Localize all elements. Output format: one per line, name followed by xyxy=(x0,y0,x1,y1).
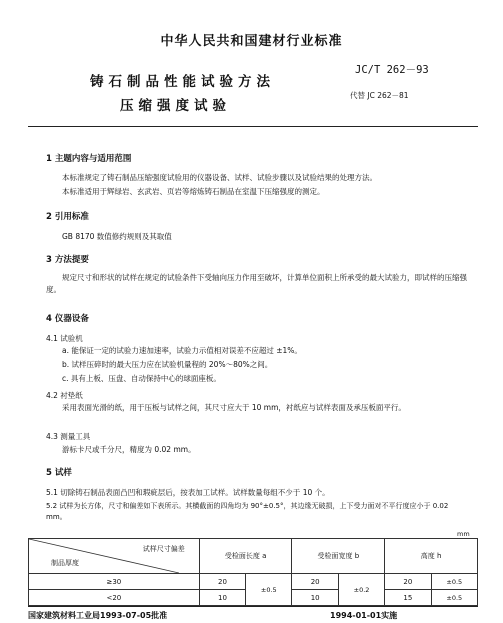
replaces-note: 代替 JC 262－81 xyxy=(350,91,409,100)
standard-code: JC/T 262－93 xyxy=(355,64,429,76)
table-row xyxy=(29,574,478,590)
section-2-heading: 2 引用标准 xyxy=(46,212,89,222)
document-title: 铸石制品性能试验方法 xyxy=(90,74,275,90)
implementation-date: 1994-01-01实施 xyxy=(330,611,398,620)
document-subtitle: 压缩强度试验 xyxy=(120,98,231,114)
subsection-4-3-text: 游标卡尺或千分尺，精度为 0.02 mm。 xyxy=(62,445,196,454)
specimen-dimension-table xyxy=(28,538,478,606)
column-header: 高度 h xyxy=(385,539,478,574)
section-2-para-1: GB 8170 数值修约规则及其取值 xyxy=(62,232,172,241)
section-3-para-1: 规定尺寸和形状的试样在规定的试验条件下受轴向压力作用至破坏，计算单位面积上所承受的最大试验力，即试样的压缩强度。 xyxy=(46,273,467,294)
issuing-authority: 中华人民共和国建材行业标准 xyxy=(160,34,343,49)
column-header: 受检面长度 a xyxy=(199,539,292,574)
table-cell: 20 xyxy=(292,574,338,590)
section-1-heading: 1 主题内容与适用范围 xyxy=(46,154,132,164)
table-cell: 10 xyxy=(199,590,245,606)
tolerance-cell: ±0.5 xyxy=(246,574,292,606)
subsection-4-2-text: 采用表面光滑的纸，用于压板与试样之间，其尺寸应大于 10 mm，衬纸应与试样表面及承压板面平行。 xyxy=(62,403,406,412)
tolerance-cell: ±0.5 xyxy=(431,574,477,590)
tolerance-cell: ±0.5 xyxy=(431,590,477,606)
list-item: c. 具有上板、压盘、自动保持中心的球面座板。 xyxy=(62,374,221,383)
row-label: ≥30 xyxy=(29,574,200,590)
section-5-heading: 5 试样 xyxy=(46,468,72,478)
subsection-4-1-heading: 4.1 试验机 xyxy=(46,334,83,343)
approval-statement: 国家建筑材料工业局1993-07-05批准 xyxy=(28,611,168,620)
table-cell: 20 xyxy=(385,574,431,590)
corner-top-label: 试样尺寸偏差 xyxy=(142,545,185,553)
corner-bottom-label: 制品厚度 xyxy=(51,559,79,567)
table-cell: 10 xyxy=(292,590,338,606)
top-rule xyxy=(28,126,478,127)
section-4-heading: 4 仪器设备 xyxy=(46,314,89,324)
subsection-5-2-text: 5.2 试样为长方体，尺寸和偏差如下表所示。其横截面的四角均为 90°±0.5°，其边缘无破损，上下受力面对不平行度应小于 0.02 mm。 xyxy=(46,502,449,521)
bottom-rule xyxy=(28,606,478,607)
subsection-5-1-text: 5.1 切除铸石制品表面凸凹和瑕疵层后，按表加工试样。试样数量每组不少于 10 个。 xyxy=(46,488,330,497)
list-item: b. 试样压碎时的最大压力应在试验机量程的 20%～80%之间。 xyxy=(62,360,273,369)
table-unit: mm xyxy=(457,530,470,538)
section-1-para-1: 本标准规定了铸石制品压缩强度试验用的仪器设备、试样、试验步骤以及试验结果的处理方法。 xyxy=(62,173,377,182)
section-1-para-2: 本标准适用于辉绿岩、玄武岩、页岩等熔炼铸石制品在室温下压缩强度的测定。 xyxy=(62,187,325,196)
subsection-4-2-heading: 4.2 衬垫纸 xyxy=(46,391,83,400)
row-label: <20 xyxy=(29,590,200,606)
table-cell: 20 xyxy=(199,574,245,590)
tolerance-cell: ±0.2 xyxy=(338,574,384,606)
table-corner-header xyxy=(29,539,200,574)
column-header: 受检面宽度 b xyxy=(292,539,385,574)
list-item: a. 能保证一定的试验力速加速率，试验力示值相对误差不应超过 ±1%。 xyxy=(62,346,302,355)
table-cell: 15 xyxy=(385,590,431,606)
section-3-heading: 3 方法提要 xyxy=(46,255,89,265)
subsection-4-3-heading: 4.3 测量工具 xyxy=(46,432,91,441)
